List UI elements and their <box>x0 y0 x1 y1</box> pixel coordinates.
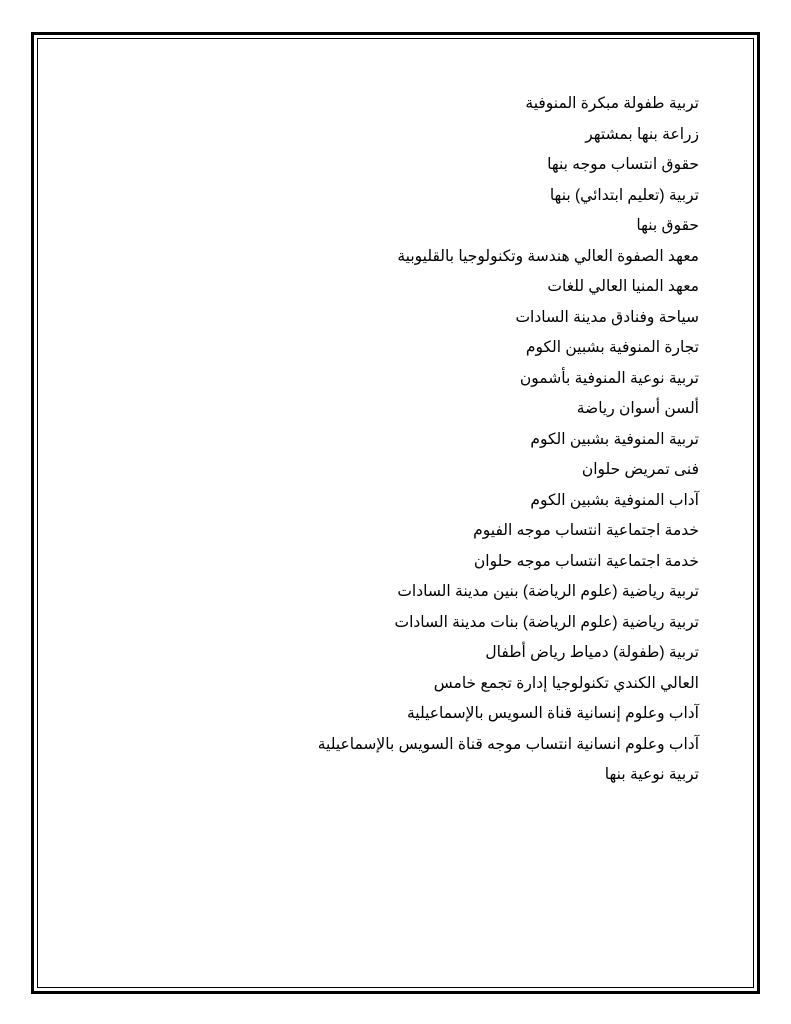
list-item: تجارة المنوفية بشبين الكوم <box>525 339 699 356</box>
list-item: تربية (تعليم ابتدائي) بنها <box>549 186 699 204</box>
list-item: تربية نوعية المنوفية بأشمون <box>519 369 699 387</box>
list-item: زراعة بنها بمشتهر <box>585 125 699 143</box>
list-item: آداب المنوفية بشبين الكوم <box>530 491 699 509</box>
list-item: تربية رياضية (علوم الرياضة) بنين مدينة السادات <box>397 583 699 600</box>
list-item: تربية نوعية بنها <box>604 766 699 783</box>
list-item: تربية طفولة مبكرة المنوفية <box>525 95 699 112</box>
list-item: خدمة اجتماعية انتساب موجه الفيوم <box>473 522 699 539</box>
list-item: حقوق انتساب موجه بنها <box>547 156 699 173</box>
list-item: آداب وعلوم إنسانية قناة السويس بالإسماعيلية <box>406 705 699 722</box>
list-item: حقوق بنها <box>636 217 699 234</box>
faculty-list <box>318 89 699 791</box>
list-item: تربية رياضية (علوم الرياضة) بنات مدينة السادات <box>394 613 699 631</box>
list-item: معهد المنيا العالي للغات <box>547 278 699 295</box>
list-item: ألسن أسوان رياضة <box>576 400 699 417</box>
list-item: خدمة اجتماعية انتساب موجه حلوان <box>473 552 699 570</box>
list-item: معهد الصفوة العالي هندسة وتكنولوجيا بالقليوبية <box>397 247 699 265</box>
list-item: فنى تمريض حلوان <box>581 461 699 478</box>
list-item: تربية (طفولة) دمياط رياض أطفال <box>485 644 699 661</box>
list-item: سياحة وفنادق مدينة السادات <box>515 308 699 326</box>
list-item: تربية المنوفية بشبين الكوم <box>530 430 699 448</box>
list-item: العالي الكندي تكنولوجيا إدارة تجمع خامس <box>433 674 699 692</box>
list-item: آداب وعلوم انسانية انتساب موجه قناة السويس بالإسماعيلية <box>317 735 699 753</box>
